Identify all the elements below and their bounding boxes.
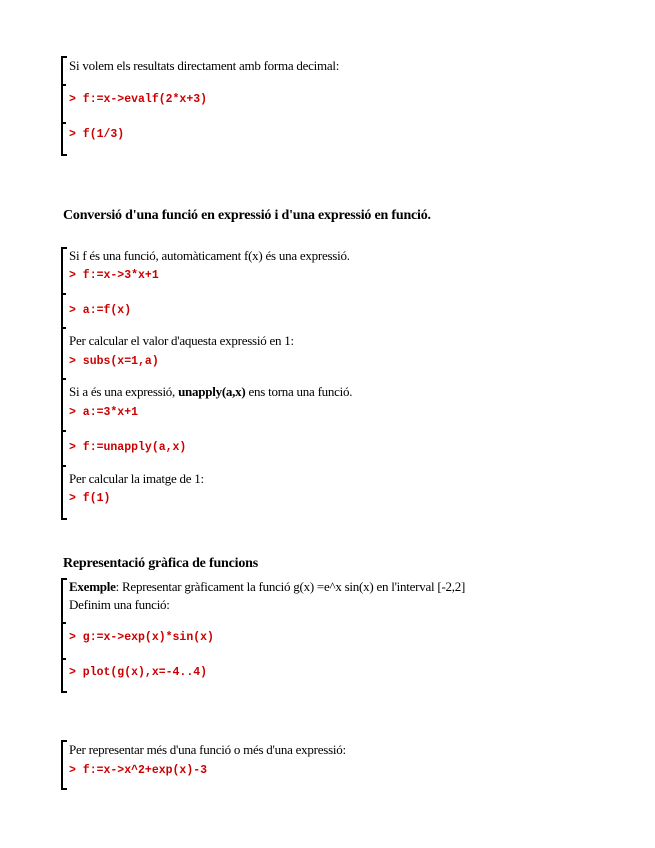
command-input[interactable]: > f(1/3) — [69, 128, 125, 141]
command-input[interactable]: > f:=x->evalf(2*x+3) — [69, 93, 208, 106]
text-segment: : Representar gràficament la funció g(x) =e^x sin(x) en l'interval [-2,2] — [115, 579, 466, 594]
text-segment: ens torna una funció. — [245, 384, 353, 399]
command-input[interactable]: > plot(g(x),x=-4..4) — [69, 666, 208, 679]
conversion-text: Per calcular el valor d'aquesta expressió en 1: — [69, 333, 294, 348]
unapply-keyword: unapply(a,x) — [178, 384, 246, 399]
text-segment: Si a és una expressió, — [69, 384, 179, 399]
command-input[interactable]: > f(1) — [69, 492, 111, 505]
conversion-section — [61, 247, 353, 520]
command-input[interactable]: > g:=x->exp(x)*sin(x) — [69, 631, 214, 644]
conversion-text: Per calcular la imatge de 1: — [69, 471, 204, 486]
conversion-text — [69, 384, 352, 400]
graph-section — [61, 578, 466, 693]
command-input[interactable]: > a:=3*x+1 — [69, 406, 139, 419]
decimal-section — [61, 56, 340, 156]
multi-section — [61, 740, 346, 790]
command-input[interactable]: > a:=f(x) — [69, 304, 132, 317]
command-input[interactable]: > f:=x->x^2+exp(x)-3 — [69, 764, 208, 777]
section-heading: Conversió d'una funció en expressió i d'una expressió en funció. — [63, 208, 431, 223]
decimal-intro-text: Si volem els resultats directament amb forma decimal: — [69, 58, 340, 73]
command-input[interactable]: > f:=x->3*x+1 — [69, 269, 159, 282]
command-input[interactable]: > subs(x=1,a) — [69, 355, 159, 368]
example-text — [69, 579, 465, 595]
section-heading: Representació gràfica de funcions — [63, 556, 258, 571]
example-label: Exemple — [69, 579, 116, 594]
command-input[interactable]: > f:=unapply(a,x) — [69, 441, 187, 454]
define-text: Definim una funció: — [69, 597, 170, 612]
conversion-intro-text: Si f és una funció, automàticament f(x) és una expressió. — [69, 248, 350, 263]
multi-intro-text: Per representar més d'una funció o més d'una expressió: — [69, 742, 346, 757]
